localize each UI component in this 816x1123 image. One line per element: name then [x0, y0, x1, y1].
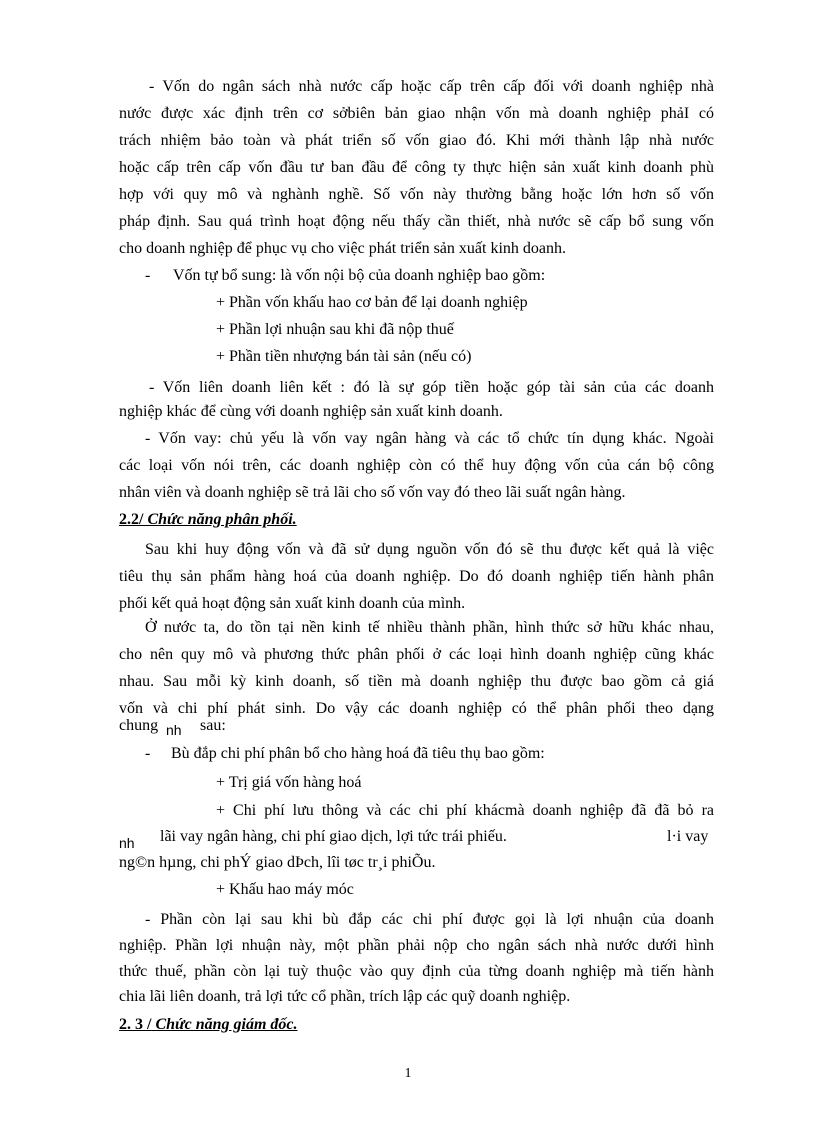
- text-line: Bù đắp chi phí phân bổ cho hàng hoá đã tiêu thụ bao gồm:: [171, 745, 545, 762]
- text-line: cho doanh nghiệp để phục vụ cho việc phát triển sản xuất kinh doanh.: [119, 240, 566, 257]
- text-line: vốn và chi phí phát sinh. Do vậy các doanh nghiệp có thể phân phối theo dạng: [119, 700, 714, 717]
- text-line: + Phần vốn khấu hao cơ bản để lại doanh nghiệp: [216, 294, 528, 311]
- text-line: - Phần còn lại sau khi bù đắp các chi phí được gọi là lợi nhuận của doanh: [145, 911, 714, 928]
- text-line: Ở nước ta, do tồn tại nền kinh tế nhiều thành phần, hình thức sở hữu khác nhau,: [145, 619, 714, 636]
- text-line: + Phần tiền nhượng bán tài sản (nếu có): [216, 348, 472, 365]
- text-line: - Vốn vay: chủ yếu là vốn vay ngân hàng và các tổ chức tín dụng khác. Ngoài: [145, 430, 714, 447]
- text-line: + Chi phí lưu thông và các chi phí khácmà doanh nghiệp đã đã bỏ ra: [216, 802, 714, 819]
- heading-text: Chức năng giám đốc.: [151, 1016, 298, 1033]
- heading-text: Chức năng phân phối.: [143, 511, 297, 528]
- text-line: l·i vay: [667, 828, 709, 845]
- text-line: nghiệp. Phần lợi nhuận này, một phần phải nộp cho ngân sách nhà nước dưới hình: [119, 937, 714, 954]
- text-line: nghiệp khác để cùng với doanh nghiệp sản xuất kinh doanh.: [119, 403, 503, 420]
- text-line: chung: [119, 717, 159, 734]
- text-line: sau:: [200, 717, 226, 734]
- text-line: hoặc cấp trên cấp vốn đầu tư ban đầu để công ty thực hiện sản xuất kinh doanh phù: [119, 159, 714, 176]
- text-fragment: nh: [119, 835, 135, 851]
- section-heading: [119, 510, 297, 530]
- text-line: chia lãi liên doanh, trả lợi tức cổ phần, trích lập các quỹ doanh nghiệp.: [119, 988, 571, 1005]
- text-line: - Vốn liên doanh liên kết : đó là sự góp tiền hoặc góp tài sản của các doanh: [149, 379, 714, 396]
- text-line: lãi vay ngân hàng, chi phí giao dịch, lợi tức trái phiếu.: [160, 828, 507, 845]
- text-line: ng©n hµng, chi phÝ giao dÞch, lîi tøc tr¸i phiÕu.: [119, 854, 436, 871]
- text-fragment: nh: [166, 722, 182, 738]
- text-line: nước được xác định trên cơ sởbiên bản giao nhận vốn mà doanh nghiệp phảI có: [119, 105, 714, 122]
- bullet-dash: -: [145, 267, 151, 284]
- text-line: pháp định. Sau quá trình hoạt động nếu thấy cần thiết, nhà nước sẽ cấp bổ sung vốn: [119, 213, 714, 230]
- text-line: + Phần lợi nhuận sau khi đã nộp thuế: [216, 321, 454, 338]
- text-line: các loại vốn nói trên, các doanh nghiệp còn có thể huy động vốn của cán bộ công: [119, 457, 714, 474]
- text-line: phối kết quả hoạt động sản xuất kinh doanh của mình.: [119, 595, 466, 612]
- section-heading: [119, 1015, 298, 1035]
- text-line: - Vốn do ngân sách nhà nước cấp hoặc cấp trên cấp đối với doanh nghiệp nhà: [149, 78, 714, 95]
- text-line: nhân viên và doanh nghiệp sẽ trả lãi cho số vốn vay đó theo lãi suất ngân hàng.: [119, 484, 626, 501]
- bullet-dash: -: [145, 745, 151, 762]
- text-line: cho nên quy mô và phương thức phân phối ở các loại hình doanh nghiệp cũng khác: [119, 646, 714, 663]
- text-line: Vốn tự bổ sung: là vốn nội bộ của doanh nghiệp bao gồm:: [173, 267, 546, 284]
- text-line: tiêu thụ sản phẩm hàng hoá của doanh nghiệp. Do đó doanh nghiệp tiến hành phân: [119, 568, 714, 585]
- text-line: + Khấu hao máy móc: [216, 881, 354, 898]
- text-line: + Trị giá vốn hàng hoá: [216, 774, 362, 791]
- text-line: hợp với quy mô và nghành nghề. Số vốn này thường bằng hoặc lớn hơn số vốn: [119, 186, 714, 203]
- text-line: thức thuế, phần còn lại tuỳ thuộc vào quy định của từng doanh nghiệp mà tiến hành: [119, 963, 714, 980]
- heading-number: 2. 3 /: [119, 1016, 152, 1033]
- heading-number: 2.2/: [119, 511, 144, 528]
- text-line: trách nhiệm bảo toàn và phát triển số vốn giao đó. Khi mới thành lập nhà nước: [119, 132, 714, 149]
- text-line: nhau. Sau mỗi kỳ kinh doanh, số tiền mà doanh nghiệp thu được bao gồm cả giá: [119, 673, 714, 690]
- page-number: 1: [404, 1066, 412, 1081]
- text-line: Sau khi huy động vốn và đã sử dụng nguồn vốn đó sẽ thu được kết quả là việc: [145, 541, 714, 558]
